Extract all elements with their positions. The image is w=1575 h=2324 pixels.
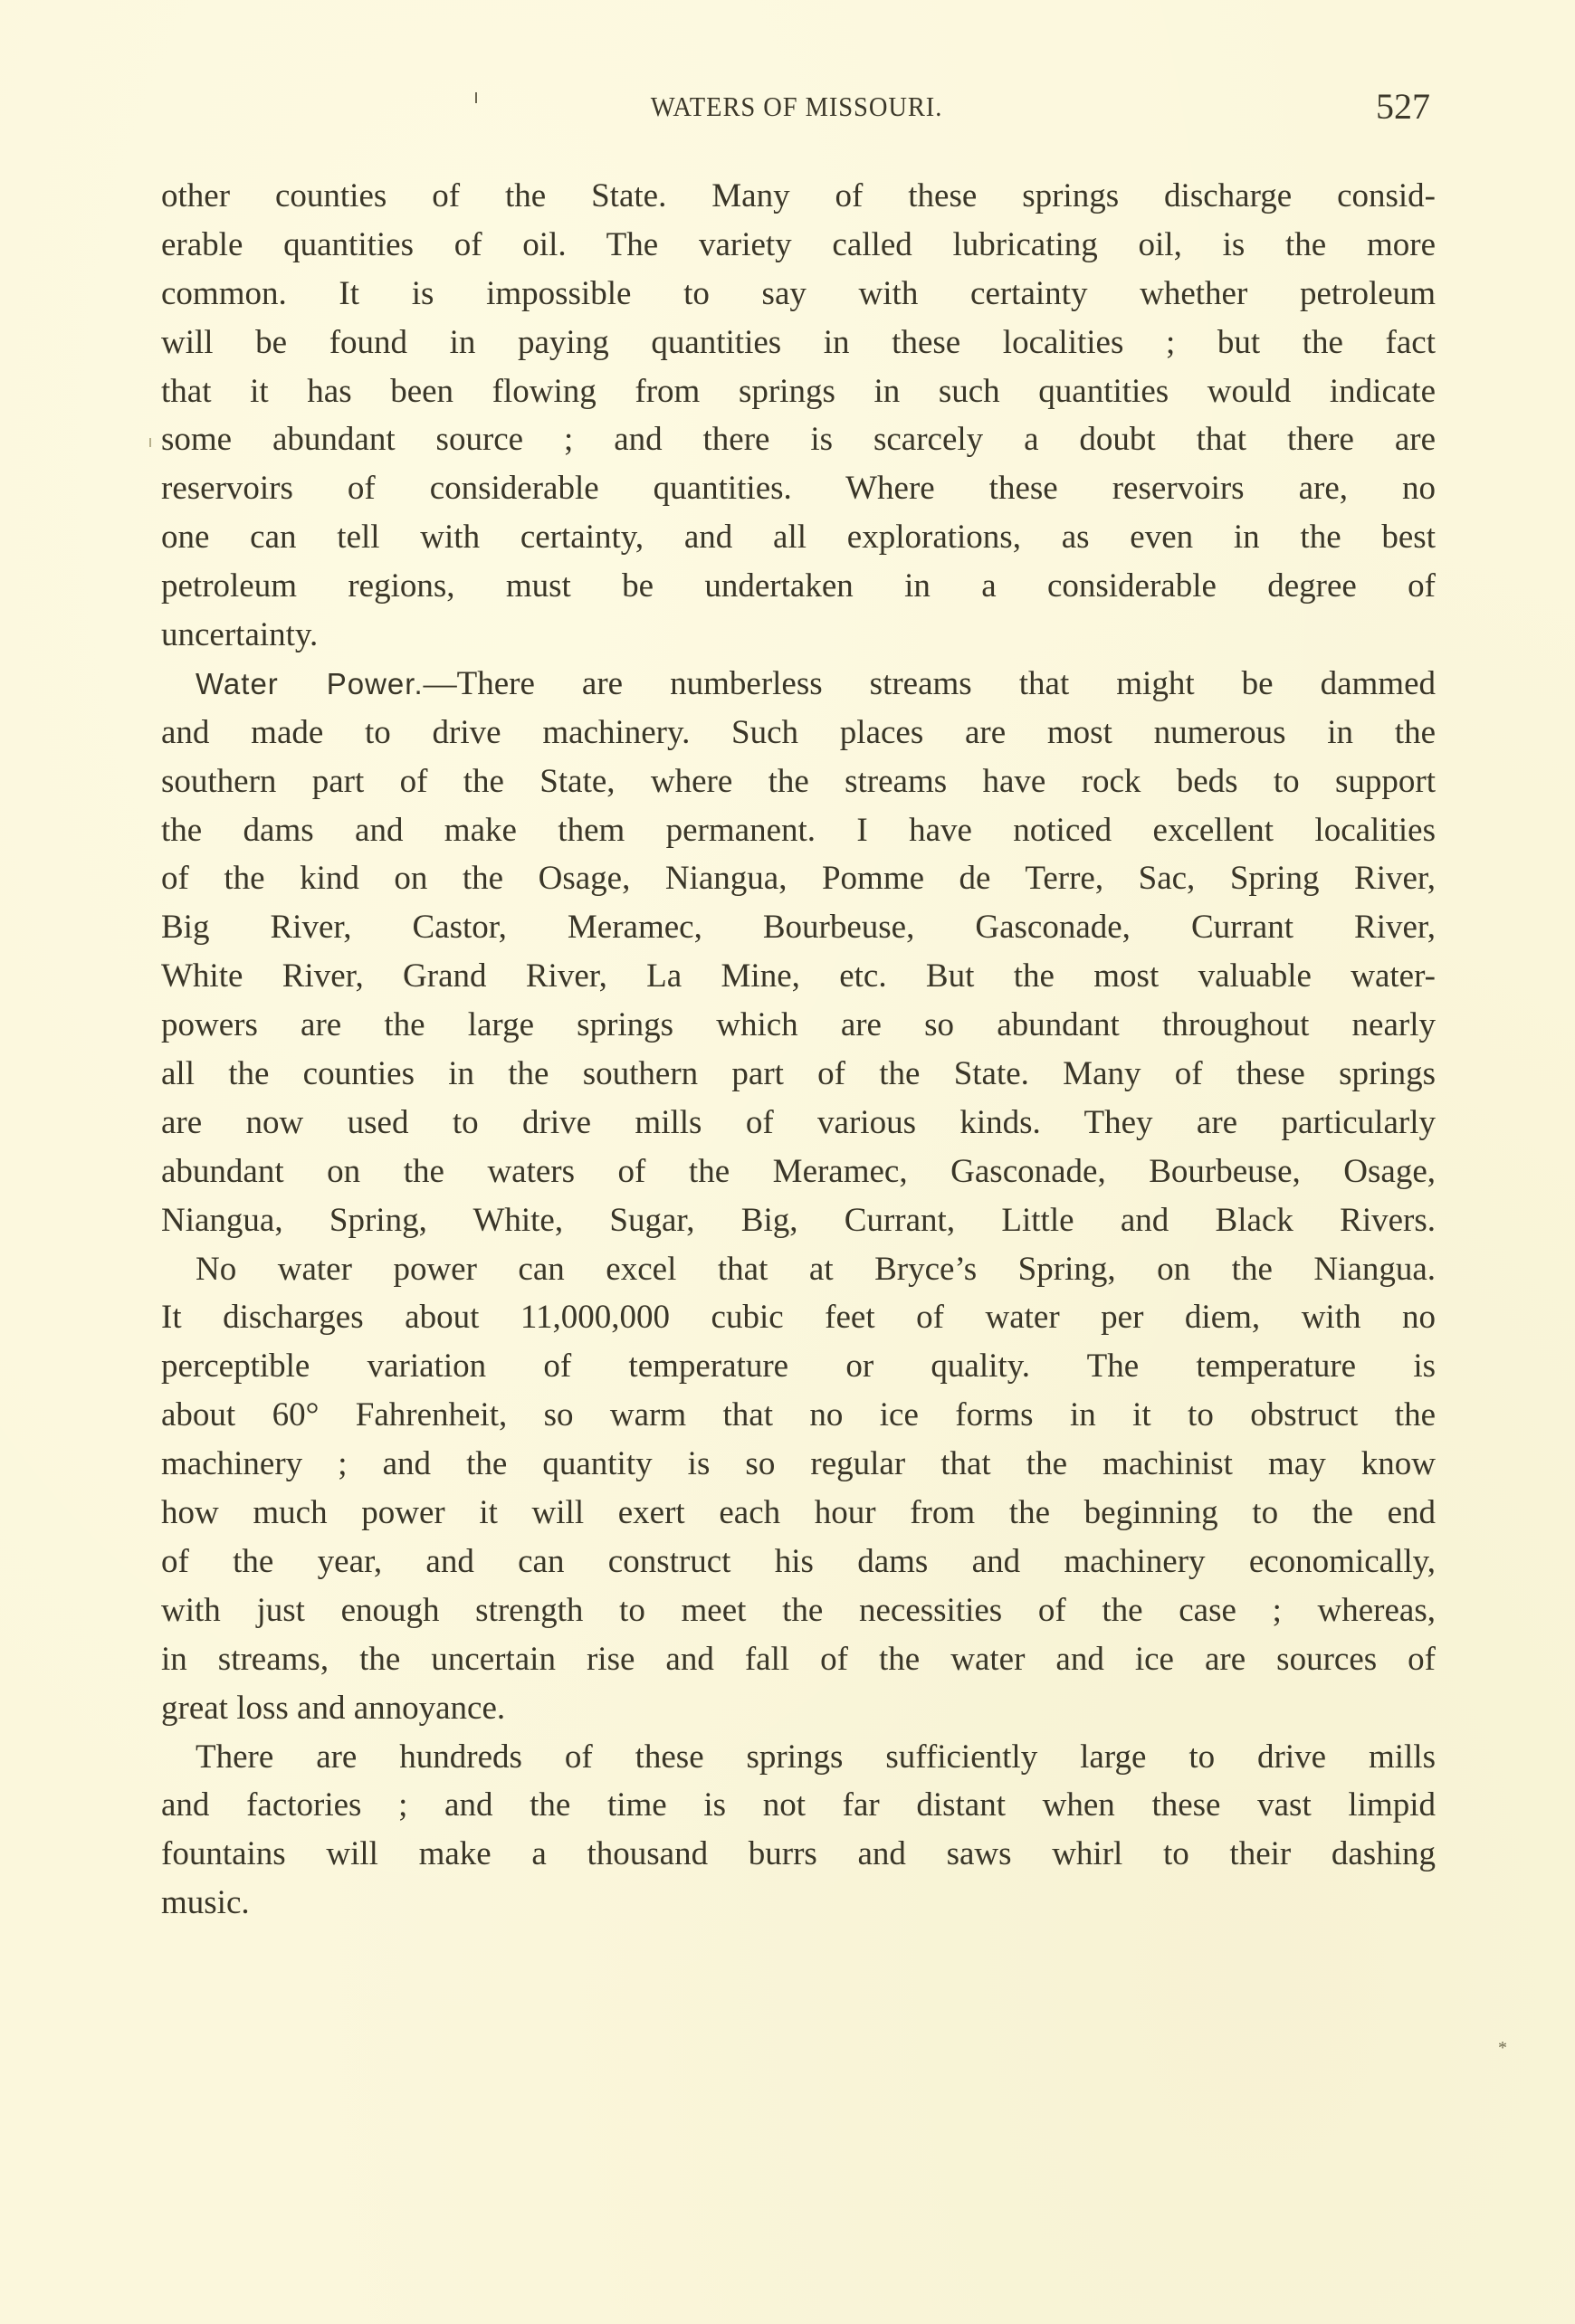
paragraph-oil-springs (161, 172, 1436, 660)
text-line: Big River, Castor, Meramec, Bourbeuse, Gasconade, Currant River, (161, 909, 1436, 947)
text-line (161, 660, 1436, 709)
paragraph-water-power (161, 660, 1436, 1245)
text-line: machinery ; and the quantity is so regular that the machinist may know (161, 1445, 1436, 1483)
text-line: It discharges about 11,000,000 cubic feet of water per diem, with no (161, 1299, 1436, 1337)
text-line: in streams, the uncertain rise and fall of the water and ice are sources of (161, 1640, 1436, 1678)
text-line: of the kind on the Osage, Niangua, Pomme de Terre, Sac, Spring River, (161, 860, 1436, 898)
text-line: common. It is impossible to say with certainty whether petroleum (161, 274, 1436, 312)
text-line: There are hundreds of these springs sufficiently large to drive mills (196, 1738, 1436, 1776)
margin-speck (149, 438, 151, 447)
text-line: how much power it will exert each hour from the beginning to the end (161, 1494, 1436, 1532)
text-line: of the year, and can construct his dams and machinery economically, (161, 1542, 1436, 1580)
text-line: one can tell with certainty, and all explorations, as even in the best (161, 519, 1436, 557)
text-line: uncertainty. (161, 616, 319, 654)
text-line: the dams and make them permanent. I have noticed excellent localities (161, 811, 1436, 849)
text-line: about 60° Fahrenheit, so warm that no ice forms in it to obstruct the (161, 1396, 1436, 1434)
text-line: No water power can excel that at Bryce’s Spring, on the Niangua. (196, 1250, 1436, 1288)
text-line: erable quantities of oil. The variety called lubricating oil, is the more (161, 225, 1436, 263)
text-line: fountains will make a thousand burrs and saws whirl to their dashing (161, 1835, 1436, 1873)
text-line: all the counties in the southern part of the State. Many of these springs (161, 1055, 1436, 1093)
running-title: WATERS OF MISSOURI. (650, 90, 943, 122)
stray-ink-mark: * (1498, 2038, 1507, 2058)
paragraph-hundreds-of-springs (161, 1733, 1436, 1929)
text-line: and factories ; and the time is not far distant when these vast limpid (161, 1786, 1436, 1824)
text-line: great loss and annoyance. (161, 1689, 506, 1727)
text-line: reservoirs of considerable quantities. Where these reservoirs are, no (161, 470, 1436, 508)
text-line: Niangua, Spring, White, Sugar, Big, Currant, Little and Black Rivers. (161, 1201, 1436, 1239)
text-line: powers are the large springs which are so abundant throughout nearly (161, 1006, 1436, 1044)
text-line: some abundant source ; and there is scarcely a doubt that there are (161, 421, 1436, 459)
section-sidehead: Water Power. (196, 666, 424, 700)
text-line: will be found in paying quantities in these localities ; but the fact (161, 323, 1436, 361)
text-line: are now used to drive mills of various kinds. They are particularly (161, 1103, 1436, 1141)
running-head (163, 86, 1430, 136)
text-line: other counties of the State. Many of these springs discharge consid- (161, 177, 1436, 214)
body-text (161, 172, 1436, 1928)
text-line: petroleum regions, must be undertaken in a considerable degree of (161, 567, 1436, 605)
text-line: abundant on the waters of the Meramec, Gasconade, Bourbeuse, Osage, (161, 1152, 1436, 1190)
text-line: White River, Grand River, La Mine, etc. But the most valuable water- (161, 957, 1436, 995)
text-line: with just enough strength to meet the necessities of the case ; whereas, (161, 1591, 1436, 1629)
paragraph-bryces-spring (161, 1245, 1436, 1733)
text-line: perceptible variation of temperature or quality. The temperature is (161, 1348, 1436, 1386)
text-line: music. (161, 1884, 250, 1922)
text-line: that it has been flowing from springs in such quantities would indicate (161, 372, 1436, 410)
text-line: and made to drive machinery. Such places are most numerous in the (161, 713, 1436, 751)
text-line: southern part of the State, where the streams have rock beds to support (161, 762, 1436, 800)
text-run: —There are numberless streams that might be dammed (423, 664, 1436, 702)
page-number: 527 (1376, 86, 1430, 127)
